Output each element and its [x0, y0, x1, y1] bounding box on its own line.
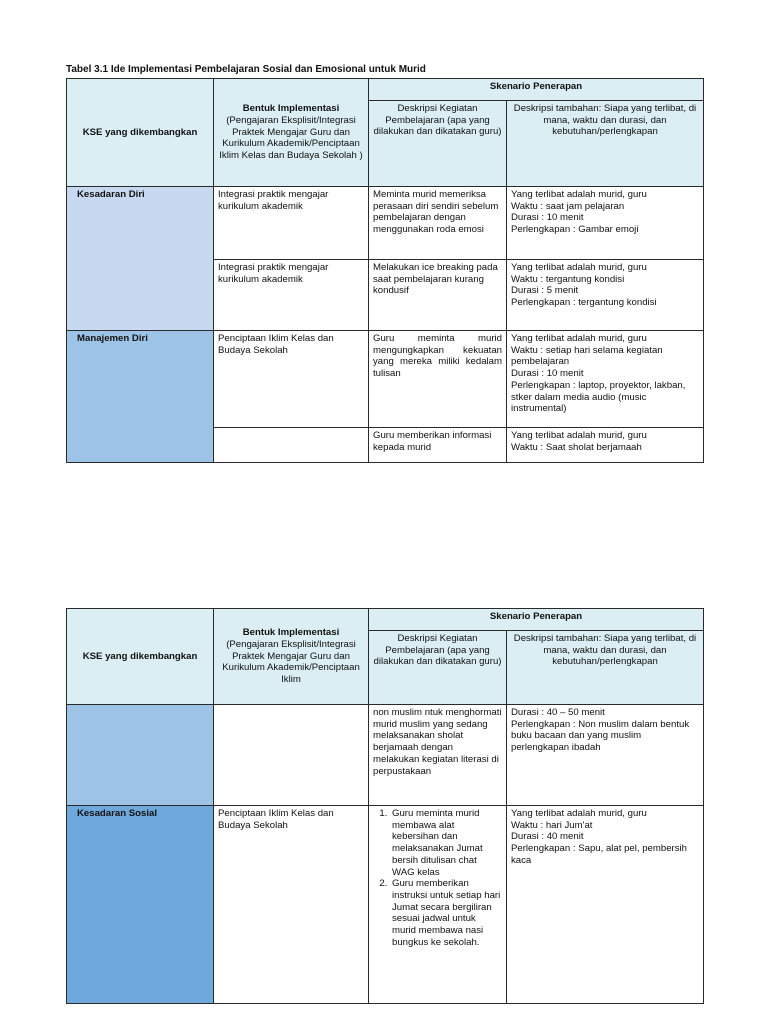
tambahan-line: Perlengkapan : Non muslim dalam bentuk buku bacaan dan yang muslim perlengkapan ibadah	[511, 718, 690, 754]
tambahan-cell	[507, 331, 704, 428]
tambahan-line: Durasi : 10 menit	[511, 368, 584, 380]
tambahan-cell	[507, 806, 704, 1004]
deskripsi-cell: Guru memberikan informasi kepada murid	[369, 428, 507, 463]
tambahan-line: Perlengkapan : Gambar emoji	[511, 224, 639, 236]
table-row	[67, 187, 704, 260]
header-bentuk-desc: (Pengajaran Eksplisit/Integrasi Praktek Mengajar Guru dan Kurikulum Akademik/Penciptaan Iklim	[222, 638, 360, 686]
header-kse: KSE yang dikembangkan	[67, 609, 214, 705]
bentuk-cell: Integrasi praktik mengajar kurikulum akademik	[214, 260, 369, 331]
header-bentuk-desc: (Pengajaran Eksplisit/Integrasi Praktek Mengajar Guru dan Kurikulum Akademik/Penciptaan Iklim Kelas dan Budaya Sekolah )	[219, 114, 363, 162]
header-kse: KSE yang dikembangkan	[67, 79, 214, 187]
header-deskripsi: Deskripsi Kegiatan Pembelajaran (apa yang dilakukan dan dikatakan guru)	[369, 631, 507, 705]
deskripsi-cell	[369, 806, 507, 1004]
table-row	[67, 331, 704, 428]
kse-cell: Kesadaran Diri	[67, 187, 214, 331]
tambahan-line: Yang terlibat adalah murid, guru	[511, 189, 647, 200]
table-row	[67, 806, 704, 1004]
deskripsi-cell: Guru meminta murid mengungkapkan kekuatan yang mereka miliki kedalam tulisan	[369, 331, 507, 428]
tambahan-cell	[507, 428, 704, 463]
tambahan-cell	[507, 705, 704, 806]
kse-cell: Manajemen Diri	[67, 331, 214, 463]
implementation-table-1	[66, 78, 704, 463]
deskripsi-list	[373, 808, 502, 948]
table-caption: Tabel 3.1 Ide Implementasi Pembelajaran Sosial dan Emosional untuk Murid	[66, 64, 426, 75]
implementation-table-2	[66, 608, 704, 1004]
tambahan-line: Durasi : 10 menit	[511, 212, 584, 224]
header-tambahan: Deskripsi tambahan: Siapa yang terlibat, di mana, waktu dan durasi, dan kebutuhan/perlengkapan	[507, 101, 704, 187]
tambahan-line: Yang terlibat adalah murid, guru	[511, 808, 647, 819]
header-bentuk-title: Bentuk Implementasi	[242, 627, 340, 639]
tambahan-line: Perlengkapan : laptop, proyektor, lakban, stker dalam media audio (music instrumental)	[511, 379, 686, 415]
header-tambahan: Deskripsi tambahan: Siapa yang terlibat, di mana, waktu dan durasi, dan kebutuhan/perlengkapan	[507, 631, 704, 705]
header-bentuk	[214, 609, 369, 705]
tambahan-line: Waktu : hari Jum'at	[511, 819, 593, 831]
tambahan-line: Waktu : saat jam pelajaran	[511, 200, 625, 212]
tambahan-line: Yang terlibat adalah murid, guru	[511, 262, 647, 273]
bentuk-cell: Penciptaan Iklim Kelas dan Budaya Sekolah	[214, 331, 369, 428]
header-skenario: Skenario Penerapan	[369, 79, 704, 101]
header-deskripsi: Deskripsi Kegiatan Pembelajaran (apa yang dilakukan dan dikatakan guru)	[369, 101, 507, 187]
bentuk-cell	[214, 428, 369, 463]
deskripsi-cell: non muslim ntuk menghormati murid muslim yang sedang melaksanakan sholat berjamaah dengan melakukan kegiatan literasi di perpustakaan	[369, 705, 507, 806]
bentuk-cell	[214, 705, 369, 806]
tambahan-line: Durasi : 40 – 50 menit	[511, 707, 605, 718]
bentuk-cell: Penciptaan Iklim Kelas dan Budaya Sekolah	[214, 806, 369, 1004]
deskripsi-cell: Melakukan ice breaking pada saat pembelajaran kurang kondusif	[369, 260, 507, 331]
tambahan-cell	[507, 260, 704, 331]
deskripsi-cell: Meminta murid memeriksa perasaan diri sendiri sebelum pembelajaran dengan menggunakan roda emosi	[369, 187, 507, 260]
tambahan-line: Durasi : 5 menit	[511, 285, 579, 297]
list-item: 1. Guru meminta murid membawa alat kebersihan dan melaksanakan Jumat bersih ditulisan chat WAG kelas	[390, 808, 502, 878]
tambahan-line: Yang terlibat adalah murid, guru	[511, 430, 647, 441]
kse-cell: Kesadaran Sosial	[67, 806, 214, 1004]
tambahan-line: Perlengkapan : tergantung kondisi	[511, 297, 657, 309]
header-bentuk-title: Bentuk Implementasi	[242, 103, 340, 115]
tambahan-line: Waktu : tergantung kondisi	[511, 273, 625, 285]
table-row	[67, 705, 704, 806]
tambahan-line: Yang terlibat adalah murid, guru	[511, 333, 647, 344]
header-skenario: Skenario Penerapan	[369, 609, 704, 631]
tambahan-cell	[507, 187, 704, 260]
tambahan-line: Waktu : setiap hari selama kegiatan pembelajaran	[511, 344, 663, 368]
bentuk-cell: Integrasi praktik mengajar kurikulum akademik	[214, 187, 369, 260]
kse-cell	[67, 705, 214, 806]
tambahan-line: Perlengkapan : Sapu, alat pel, pembersih kaca	[511, 843, 687, 866]
tambahan-line: Waktu : Saat sholat berjamaah	[511, 441, 642, 453]
header-bentuk	[214, 79, 369, 187]
list-item: 2. Guru memberikan instruksi untuk setiap hari Jumat secara bergiliran sesuai jadwal untuk murid membawa nasi bungkus ke sekolah.	[390, 878, 502, 948]
tambahan-line: Durasi : 40 menit	[511, 831, 584, 843]
